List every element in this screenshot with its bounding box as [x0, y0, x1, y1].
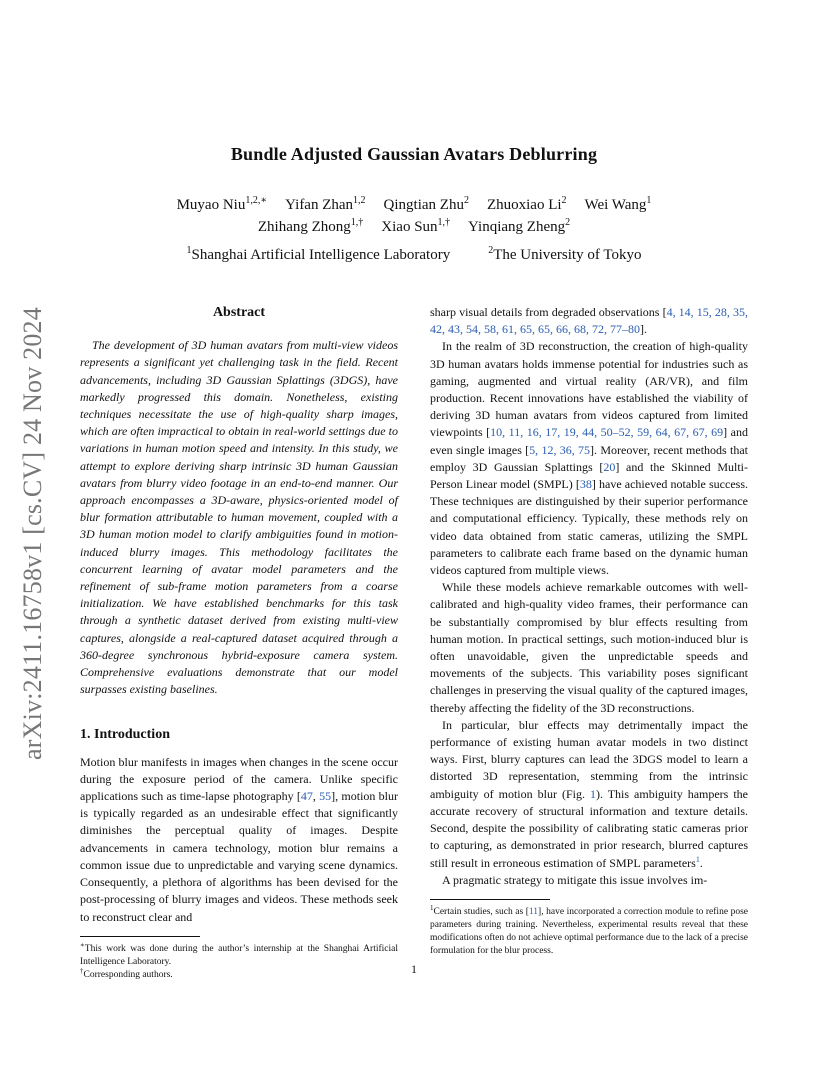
author: Muyao Niu$^{1,2,∗}$ [176, 195, 268, 213]
figure-link[interactable]: 1 [589, 786, 596, 801]
section-heading-introduction: 1. Introduction [80, 727, 170, 743]
author: Yinqiang Zheng$^2$ [468, 217, 571, 235]
citation-links[interactable]: 4, 14, 15, 28, 35, 42, 43, 54, 58, 61, 65, 65, 66, 68, 72, 77–80 [430, 305, 749, 337]
footnote-internship: ∗This work was done during the author’s internship at the Shanghai Artificial Intelligence Laboratory. [80, 940, 398, 967]
citation-link[interactable]: 11 [528, 906, 539, 917]
paper-title: Bundle Adjusted Gaussian Avatars Deblurring [230, 144, 598, 164]
right-column [430, 304, 748, 958]
author: Yifan Zhan$^{1,2}$ [285, 195, 366, 213]
citation-link[interactable]: 20 [603, 459, 616, 474]
footnote-separator [430, 899, 550, 900]
citation-links[interactable]: 5, 12, 36, 75 [529, 442, 591, 457]
body-paragraph: A pragmatic strategy to mitigate this issue involves im- [442, 872, 708, 887]
author: Zhuoxiao Li$^2$ [486, 195, 567, 213]
arxiv-identifier-stamp: arXiv:2411.16758v1 [cs.CV] 24 Nov 2024 [18, 307, 47, 760]
abstract-text: The development of 3D human avatars from multi-view videos represents a significant yet challenging task in the field. Recent advancements, including 3D Gaussian Splattings (3DGS), have markedly progressed this domain. Nonetheless, existing techniques necessitate the use of high-quality sharp images, which are often impractical to obtain in real-world settings due to variations in human motion speed and intensity. In this study, we attempt to explore deriving sharp intrinsic 3D human Gaussian avatars from blurry video footage in an end-to-end manner. Our approach encompasses a 3D-aware, physics-oriented model of blur formation attributable to human movement, coupled with a 3D human motion model to clarify ambiguities found in motion-induced blurry images. This methodology facilitates the concurrent learning of avatar model parameters and the refinement of sub-frame motion parameters from a coarse initialization. We have established benchmarks for this task through a synthetic dataset derived from existing multi-view captures, alongside a real-captured dataset acquired through a 360-degree synchronous hybrid-exposure camera system. Comprehensive evaluations demonstrate that our model surpasses existing baselines. [80, 338, 398, 697]
intro-paragraph: Motion blur manifests in images when changes in the scene occur during the exposure period of the camera. Unlike specific applications such as time-lapse photography [47, 55], motion blur is typically regarded as an undesirable effect that significantly diminishes the perceptual quality of images. Despite advancements in camera technology, motion blur remains a common issue due to unpredictable and varying scene dynamics. Consequently, a plethora of algorithms has been devised for the post-processing of blurry images and videos. These methods seek to reconstruct clear and [80, 754, 399, 924]
footnote-pose-correction: $^1$Certain studies, such as [11], have incorporated a correction module to refine pose parameters during training. Nevertheless, experimental results reveal that these modifications often do not achieve optimal performance due to the lack of a precise formulation for the blur process. [430, 903, 748, 956]
citation-link[interactable]: 38 [579, 477, 592, 492]
author: Xiao Sun$^{1,\dagger}$ [381, 217, 451, 235]
left-column [80, 304, 398, 982]
affiliations [0, 247, 828, 264]
footnote-separator [80, 936, 200, 937]
page-number: 1 [411, 962, 417, 976]
abstract-heading: Abstract [212, 305, 266, 320]
author: Wei Wang$^1$ [584, 195, 652, 213]
body-paragraph: sharp visual details from degraded observations [4, 14, 15, 28, 35, 42, 43, 54, 58, 61, 65, 65, 66, 68, 72, 77–80]. [430, 305, 749, 337]
body-paragraph: In particular, blur effects may detrimentally impact the performance of existing human avatar models in two distinct ways. First, blurry captures can lead the 3DGS model to learn a distorted 3D representation, stemming from the intrinsic ambiguity of motion blur (Fig. 1). This ambiguity hampers the accurate recovery of structural information and texture details. Second, despite the possibility of calibrating static cameras prior to capturing, as demonstrated in prior research, blurred captures still result in erroneous estimation of SMPL parameters$^1$. [430, 717, 748, 870]
citation-link[interactable]: 47 [300, 789, 313, 804]
author-list [0, 194, 828, 238]
affiliation: $^2$The University of Tokyo [488, 245, 642, 263]
body-paragraph: In the realm of 3D reconstruction, the creation of high-quality 3D human avatars holds immense potential for industries such as gaming, augmented and virtual reality (AR/VR), and film production. Recent innovations have established the viability of deriving 3D human avatars from videos captured from limited viewpoints [10, 11, 16, 17, 19, 44, 50–52, 59, 64, 67, 67, 69] and even single images [5, 12, 36, 75]. Moreover, recent methods that employ 3D Gaussian Splattings [20] and the Skinned Multi-Person Linear model (SMPL) [38] have achieved notable success. These techniques are distinguished by their superior performance and computational efficiency. Typically, these methods rely on video data obtained from static cameras, utilizing the SMPL parameters to calibrate each frame based on the dynamic human videos captured from multiple views. [430, 339, 749, 578]
author-row-1 [0, 194, 828, 216]
footnote-corresponding: †Corresponding authors. [80, 966, 173, 980]
body-paragraph: While these models achieve remarkable outcomes with well-calibrated and high-quality video frames, their performance can be substantially compromised by blur effects resulting from human motion. In practical settings, such motion-induced blur is often unavoidable, given the unpredictable speeds and movements of the subjects. This variability poses significant challenges in preserving the visual quality of the captured images, thereby affecting the fidelity of the 3D reconstructions. [430, 580, 748, 715]
footnote-marker[interactable]: 1 [695, 854, 700, 864]
author-row-2 [0, 216, 828, 238]
citation-link[interactable]: 55 [319, 789, 332, 804]
citation-links[interactable]: 10, 11, 16, 17, 19, 44, 50–52, 59, 64, 67, 67, 69 [490, 425, 724, 440]
affiliation: $^1$Shanghai Artificial Intelligence Laboratory [186, 245, 451, 263]
author: Qingtian Zhu$^2$ [383, 195, 469, 213]
author: Zhihang Zhong$^{1,\dagger}$ [257, 217, 364, 235]
